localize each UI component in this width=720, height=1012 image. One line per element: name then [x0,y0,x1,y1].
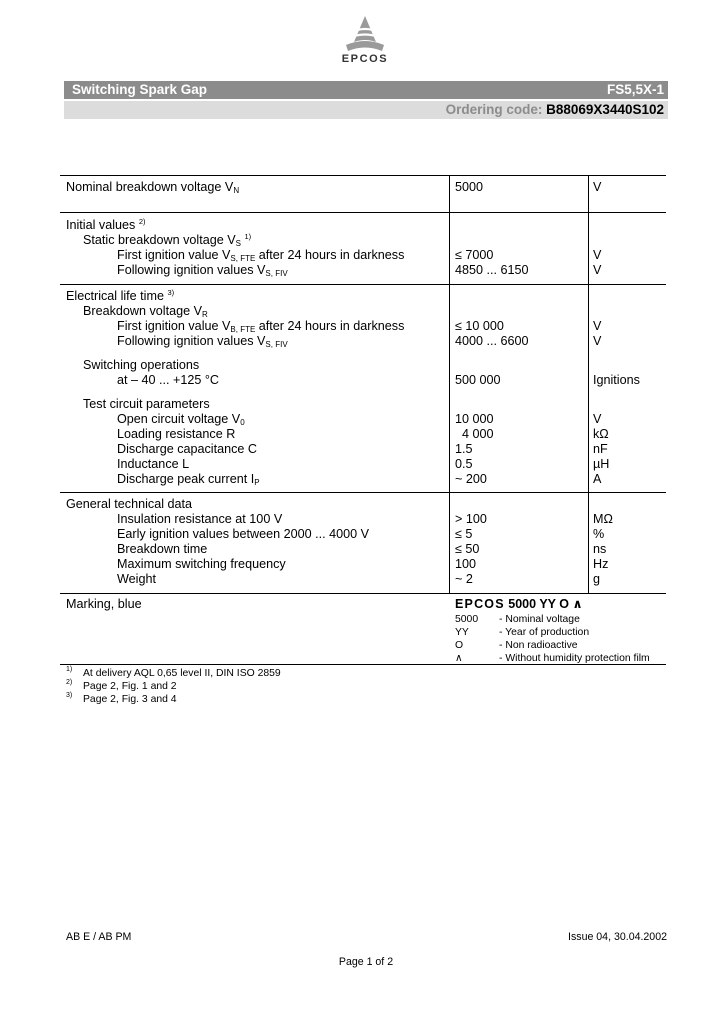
nominal-unit: V [593,180,602,194]
marking-legend-text: - Nominal voltage [499,614,580,625]
ordering-code-label: Ordering code: [445,102,547,117]
initial-first-ignition-unit: V [593,248,602,262]
marking-code-text: 5000 YY O ∧ [508,597,583,611]
marking-legend-text: - Without humidity protection film [499,653,650,664]
general-item-label: Early ignition values between 2000 ... 4000 V [117,527,370,541]
general-item-unit: MΩ [593,512,613,526]
marking-legend-key: ∧ [455,653,463,664]
life-following-unit: V [593,334,602,348]
param-unit: A [593,472,602,486]
table-rule [60,212,666,213]
life-first-ignition-value: ≤ 10 000 [455,319,504,333]
life-first-ignition-unit: V [593,319,602,333]
marking-legend-text: - Year of production [499,627,590,638]
param-unit: µH [593,457,610,471]
life-heading: Electrical life time $^{3)}$ [66,288,175,303]
general-item-value: ≤ 50 [455,542,480,556]
general-item-value: ~ 2 [455,572,473,586]
param-unit: V [593,412,602,426]
initial-heading: Initial values $^{2)}$ [66,217,146,232]
marking-legend-text: - Non radioactive [499,640,578,651]
life-first-ignition-label: First ignition value $V_{B, FTE}$ after 24 hours in darkness [117,319,405,334]
footer-department: AB E / AB PM [66,931,132,943]
general-item-label: Insulation resistance at 100 V [117,512,283,526]
param-label: Discharge peak current $I_P$ [117,472,260,487]
general-heading: General technical data [66,497,193,511]
table-column-divider [588,175,589,593]
marking-code [455,597,583,612]
param-unit: kΩ [593,427,609,441]
param-value: 1.5 [455,442,473,456]
switching-operations-label: Switching operations [83,358,200,372]
table-rule [60,492,666,493]
footnote-text: Page 2, Fig. 3 and 4 [83,694,177,705]
marking-legend-key: O [455,640,464,651]
general-item-label: Weight [117,572,156,586]
initial-following-label: Following ignition values $V_{S, FIV}$ [117,263,288,278]
table-rule [60,284,666,285]
footnote-text: Page 2, Fig. 1 and 2 [83,681,177,692]
life-following-value: 4000 ... 6600 [455,334,529,348]
footer-issue: Issue 04, 30.04.2002 [568,931,667,943]
initial-first-ignition-label: First ignition value $V_{S, FTE}$ after 24 hours in darkness [117,248,405,263]
test-circuit-heading: Test circuit parameters [83,397,210,411]
general-item-unit: g [593,572,601,586]
temperature-range-label: at – 40 ... +125 °C [117,373,220,387]
switching-operations-value: 500 000 [455,373,501,387]
footnote-number: 3) [66,692,73,699]
marking-label: Marking, blue [66,597,142,611]
document-title: Switching Spark Gap [72,82,208,97]
ordering-code-value: B88069X3440S102 [546,102,664,117]
param-value: 10 000 [455,412,494,426]
table-rule [60,593,666,594]
param-label: Inductance L [117,457,190,471]
marking-legend-key: YY [455,627,469,638]
general-item-value: ≤ 5 [455,527,473,541]
param-unit: nF [593,442,608,456]
general-item-label: Maximum switching frequency [117,557,286,571]
param-value: ~ 200 [455,472,487,486]
initial-following-unit: V [593,263,602,277]
marking-brand: EPCOS [455,597,505,611]
table-column-divider [449,175,450,593]
general-item-value: > 100 [455,512,487,526]
general-item-unit: Hz [593,557,609,571]
initial-first-ignition-value: ≤ 7000 [455,248,494,262]
switching-operations-unit: Ignitions [593,373,640,387]
nominal-value: 5000 [455,180,484,194]
initial-following-value: 4850 ... 6150 [455,263,529,277]
logo-text: EPCOS [341,53,389,65]
general-item-unit: ns [593,542,607,556]
part-number: FS5,5X-1 [606,82,664,97]
footnote-text: At delivery AQL 0,65 level II, DIN ISO 2859 [83,668,281,679]
page-number: Page 1 of 2 [338,956,394,968]
life-following-label: Following ignition values $V_{S, FIV}$ [117,334,288,349]
footnote-number: 2) [66,679,73,686]
general-item-unit: % [593,527,605,541]
param-label: Discharge capacitance C [117,442,258,456]
life-breakdown-label: Breakdown voltage $V_R$ [83,304,208,319]
general-item-value: 100 [455,557,477,571]
static-breakdown-label: Static breakdown voltage $V_S$ $^{1)}$ [83,232,252,248]
nominal-label: Nominal breakdown voltage $V_N$ [66,180,240,195]
ordering-code [446,101,664,119]
param-value: 0.5 [455,457,473,471]
general-item-label: Breakdown time [117,542,208,556]
marking-legend-key: 5000 [455,614,479,625]
param-label: Open circuit voltage $V_0$ [117,412,245,427]
table-rule [60,175,666,176]
param-label: Loading resistance R [117,427,236,441]
footnote-number: 1) [66,666,73,673]
param-value: 4 000 [455,427,494,441]
